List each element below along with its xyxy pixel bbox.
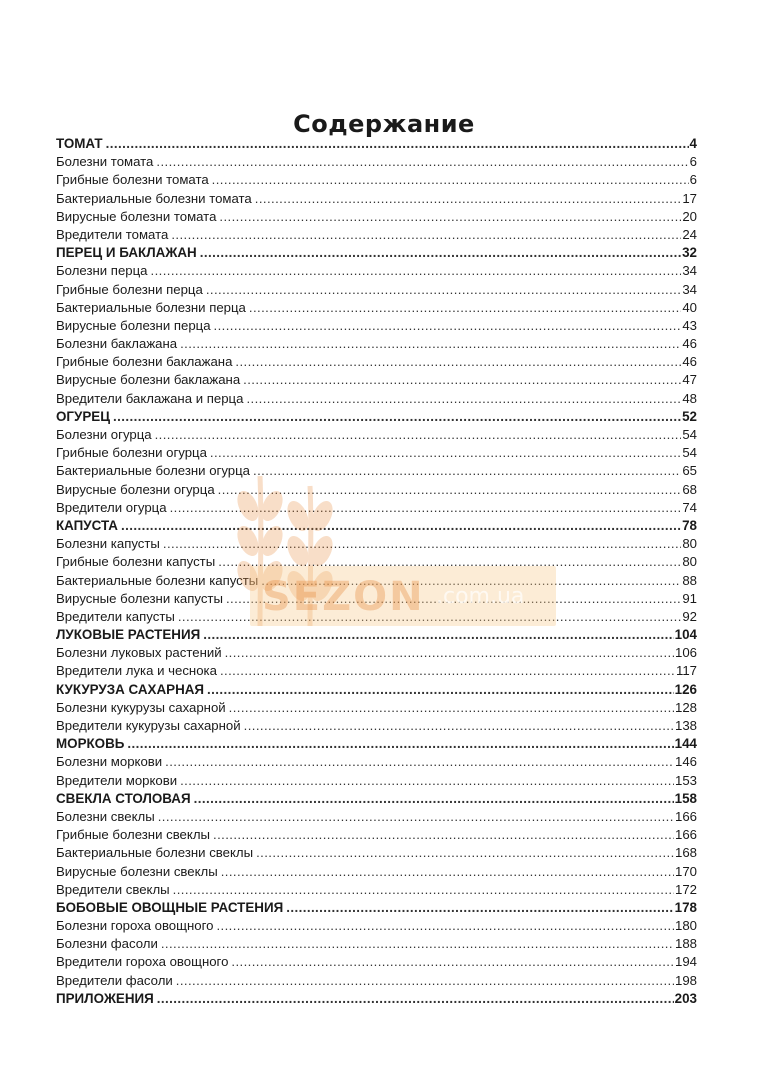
toc-page-number: 34 bbox=[682, 263, 697, 279]
toc-page-number: 6 bbox=[689, 172, 697, 188]
dot-leader bbox=[221, 863, 674, 881]
toc-entry bbox=[56, 917, 697, 935]
toc-entry-title: Бактериальные болезни огурца bbox=[56, 463, 250, 479]
dot-leader bbox=[194, 790, 674, 808]
toc-entry bbox=[56, 972, 697, 990]
dot-leader bbox=[207, 681, 674, 699]
toc-entry-title: Грибные болезни свеклы bbox=[56, 827, 210, 843]
toc-page-number: 6 bbox=[689, 154, 697, 170]
toc-page-number: 4 bbox=[689, 136, 697, 151]
toc-page-number: 138 bbox=[674, 718, 697, 733]
toc-entry-title: Вирусные болезни перца bbox=[56, 317, 211, 333]
dot-leader bbox=[255, 190, 682, 208]
toc-entry bbox=[56, 808, 697, 826]
toc-entry bbox=[56, 881, 697, 899]
toc-page-number: 180 bbox=[674, 918, 697, 934]
toc-page-number: 126 bbox=[674, 681, 697, 697]
toc-entry-title: Вредители лука и чеснока bbox=[56, 663, 217, 679]
toc-page-number: 65 bbox=[682, 463, 697, 479]
toc-entry-title: Вредители томата bbox=[56, 226, 169, 242]
toc-entry bbox=[56, 208, 697, 226]
toc-entry-title: КАПУСТА bbox=[56, 517, 118, 533]
toc-section bbox=[56, 244, 697, 262]
dot-leader bbox=[171, 226, 681, 244]
dot-leader bbox=[226, 590, 681, 608]
dot-leader bbox=[214, 317, 682, 335]
toc-entry-title: Болезни перца bbox=[56, 263, 148, 279]
toc-entry-title: Болезни фасоли bbox=[56, 936, 158, 952]
toc-entry-title: Болезни гороха овощного bbox=[56, 918, 214, 934]
toc-page-number: 88 bbox=[682, 572, 697, 588]
dot-leader bbox=[161, 935, 674, 953]
toc-entry bbox=[56, 444, 697, 462]
dot-leader bbox=[213, 826, 674, 844]
dot-leader bbox=[170, 499, 682, 517]
toc-section bbox=[56, 899, 697, 917]
toc-page-number: 92 bbox=[682, 608, 697, 624]
toc-entry-title: Болезни моркови bbox=[56, 754, 163, 770]
toc-entry bbox=[56, 226, 697, 244]
dot-leader bbox=[212, 171, 689, 189]
toc-entry bbox=[56, 935, 697, 953]
table-of-contents bbox=[56, 135, 697, 1008]
toc-entry-title: Болезни луковых растений bbox=[56, 645, 222, 661]
toc-entry-title: Бактериальные болезни свеклы bbox=[56, 845, 254, 861]
dot-leader bbox=[235, 353, 681, 371]
toc-entry-title: Грибные болезни томата bbox=[56, 172, 209, 188]
toc-entry bbox=[56, 590, 697, 608]
toc-page-number: 158 bbox=[674, 790, 697, 806]
dot-leader bbox=[157, 990, 674, 1008]
toc-entry-title: КУКУРУЗА САХАРНАЯ bbox=[56, 681, 205, 697]
toc-entry-title: СВЕКЛА СТОЛОВАЯ bbox=[56, 790, 191, 806]
toc-entry-title: Болезни баклажана bbox=[56, 336, 178, 352]
dot-leader bbox=[249, 299, 681, 317]
toc-entry-title: Вредители фасоли bbox=[56, 972, 173, 988]
toc-section bbox=[56, 990, 697, 1008]
dot-leader bbox=[178, 608, 681, 626]
toc-page-number: 146 bbox=[674, 754, 697, 770]
dot-leader bbox=[253, 462, 681, 480]
dot-leader bbox=[106, 135, 689, 153]
toc-entry-title: Вирусные болезни баклажана bbox=[56, 372, 241, 388]
dot-leader bbox=[286, 899, 673, 917]
toc-page-number: 198 bbox=[674, 972, 697, 988]
dot-leader bbox=[261, 572, 681, 590]
dot-leader bbox=[155, 426, 682, 444]
dot-leader bbox=[219, 208, 681, 226]
dot-leader bbox=[173, 881, 674, 899]
toc-page-number: 40 bbox=[682, 299, 697, 315]
toc-page-number: 43 bbox=[682, 317, 697, 333]
dot-leader bbox=[158, 808, 674, 826]
toc-section bbox=[56, 135, 697, 153]
toc-page-number: 172 bbox=[674, 881, 697, 897]
watermark-brand: SEZON bbox=[262, 574, 425, 620]
dot-leader bbox=[218, 553, 681, 571]
toc-entry-title: Вредители кукурузы сахарной bbox=[56, 718, 241, 733]
toc-entry-title: Вредители капусты bbox=[56, 608, 175, 624]
toc-page-number: 48 bbox=[682, 390, 697, 406]
toc-page-number: 153 bbox=[674, 772, 697, 788]
toc-page-number: 188 bbox=[674, 936, 697, 952]
toc-entry-title: Вредители гороха овощного bbox=[56, 954, 229, 970]
toc-entry-title: Вредители свеклы bbox=[56, 881, 170, 897]
toc-entry bbox=[56, 644, 697, 662]
dot-leader bbox=[206, 281, 682, 299]
page-title: Содержание bbox=[293, 110, 475, 139]
toc-entry-title: Грибные болезни капусты bbox=[56, 554, 216, 570]
dot-leader bbox=[243, 371, 681, 389]
toc-page-number: 54 bbox=[682, 427, 697, 442]
toc-entry-title: ТОМАТ bbox=[56, 136, 103, 151]
dot-leader bbox=[229, 699, 674, 717]
toc-entry bbox=[56, 371, 697, 389]
toc-entry-title: Вредители огурца bbox=[56, 499, 167, 515]
toc-entry-title: Вредители моркови bbox=[56, 772, 178, 788]
toc-page-number: 117 bbox=[675, 663, 697, 679]
toc-page-number: 74 bbox=[682, 499, 697, 515]
toc-entry bbox=[56, 335, 697, 353]
toc-entry-title: Грибные болезни баклажана bbox=[56, 354, 233, 370]
toc-entry bbox=[56, 481, 697, 499]
toc-entry-title: Бактериальные болезни перца bbox=[56, 299, 246, 315]
watermark-domain: .com.ua bbox=[436, 584, 525, 609]
toc-entry bbox=[56, 572, 697, 590]
toc-page-number: 128 bbox=[674, 699, 697, 715]
toc-entry bbox=[56, 826, 697, 844]
toc-entry-title: Болезни томата bbox=[56, 154, 154, 170]
toc-entry-title: ОГУРЕЦ bbox=[56, 408, 110, 424]
toc-page-number: 78 bbox=[682, 517, 697, 533]
toc-entry bbox=[56, 662, 697, 680]
dot-leader bbox=[163, 535, 681, 553]
dot-leader bbox=[151, 262, 682, 280]
toc-entry bbox=[56, 462, 697, 480]
toc-page-number: 34 bbox=[682, 281, 697, 297]
toc-entry-title: ПРИЛОЖЕНИЯ bbox=[56, 990, 154, 1006]
toc-entry bbox=[56, 535, 697, 553]
dot-leader bbox=[244, 717, 674, 735]
dot-leader bbox=[127, 735, 673, 753]
toc-entry bbox=[56, 390, 697, 408]
toc-page-number: 47 bbox=[682, 372, 697, 388]
dot-leader bbox=[203, 626, 673, 644]
toc-page-number: 194 bbox=[674, 954, 697, 970]
dot-leader bbox=[200, 244, 681, 262]
toc-entry-title: Вирусные болезни капусты bbox=[56, 590, 223, 606]
toc-entry-title: Вирусные болезни огурца bbox=[56, 481, 215, 497]
dot-leader bbox=[113, 408, 681, 426]
toc-page-number: 106 bbox=[674, 645, 697, 661]
toc-entry-title: ПЕРЕЦ И БАКЛАЖАН bbox=[56, 245, 197, 261]
dot-leader bbox=[225, 644, 674, 662]
toc-entry bbox=[56, 299, 697, 317]
toc-page-number: 80 bbox=[682, 536, 697, 552]
toc-entry bbox=[56, 844, 697, 862]
dot-leader bbox=[180, 335, 681, 353]
toc-entry-title: Грибные болезни огурца bbox=[56, 445, 207, 461]
dot-leader bbox=[165, 753, 674, 771]
toc-section bbox=[56, 517, 697, 535]
toc-page-number: 46 bbox=[682, 336, 697, 352]
toc-page-number: 203 bbox=[674, 990, 697, 1006]
dot-leader bbox=[176, 972, 674, 990]
toc-entry-title: МОРКОВЬ bbox=[56, 736, 125, 752]
toc-entry-title: Болезни капусты bbox=[56, 536, 160, 552]
toc-entry-title: Болезни кукурузы сахарной bbox=[56, 699, 226, 715]
toc-entry bbox=[56, 717, 697, 735]
toc-entry-title: Болезни огурца bbox=[56, 427, 152, 442]
toc-entry bbox=[56, 499, 697, 517]
toc-entry bbox=[56, 153, 697, 171]
toc-page-number: 178 bbox=[674, 899, 697, 915]
dot-leader bbox=[220, 662, 675, 680]
dot-leader bbox=[246, 390, 681, 408]
toc-entry-title: Бактериальные болезни томата bbox=[56, 190, 252, 206]
toc-entry bbox=[56, 171, 697, 189]
dot-leader bbox=[256, 844, 674, 862]
toc-page-number: 166 bbox=[674, 808, 697, 824]
toc-page-number: 20 bbox=[682, 208, 697, 224]
toc-entry bbox=[56, 426, 697, 444]
toc-section bbox=[56, 408, 697, 426]
toc-entry bbox=[56, 262, 697, 280]
dot-leader bbox=[121, 517, 681, 535]
toc-page-number: 166 bbox=[674, 827, 697, 843]
toc-page-number: 54 bbox=[682, 445, 697, 461]
toc-page-number: 104 bbox=[674, 627, 697, 643]
toc-entry-title: Бактериальные болезни капусты bbox=[56, 572, 259, 588]
toc-page-number: 68 bbox=[682, 481, 697, 497]
dot-leader bbox=[231, 953, 674, 971]
toc-page-number: 46 bbox=[682, 354, 697, 370]
toc-section bbox=[56, 626, 697, 644]
dot-leader bbox=[216, 917, 674, 935]
toc-entry-title: Болезни свеклы bbox=[56, 808, 155, 824]
toc-page-number: 144 bbox=[674, 736, 697, 752]
toc-entry-title: Вирусные болезни свеклы bbox=[56, 863, 218, 879]
toc-entry-title: Вирусные болезни томата bbox=[56, 208, 217, 224]
toc-entry-title: БОБОВЫЕ ОВОЩНЫЕ РАСТЕНИЯ bbox=[56, 899, 284, 915]
toc-entry bbox=[56, 772, 697, 790]
toc-entry bbox=[56, 753, 697, 771]
toc-page-number: 91 bbox=[682, 590, 697, 606]
toc-entry bbox=[56, 863, 697, 881]
dot-leader bbox=[156, 153, 688, 171]
toc-entry bbox=[56, 699, 697, 717]
toc-entry bbox=[56, 553, 697, 571]
toc-entry bbox=[56, 317, 697, 335]
toc-page-number: 80 bbox=[682, 554, 697, 570]
toc-entry bbox=[56, 190, 697, 208]
dot-leader bbox=[218, 481, 682, 499]
toc-entry-title: Грибные болезни перца bbox=[56, 281, 203, 297]
toc-page-number: 24 bbox=[682, 226, 697, 242]
toc-entry bbox=[56, 608, 697, 626]
toc-entry bbox=[56, 281, 697, 299]
toc-page-number: 52 bbox=[682, 408, 697, 424]
dot-leader bbox=[180, 772, 674, 790]
toc-page-number: 32 bbox=[682, 245, 697, 261]
toc-section bbox=[56, 790, 697, 808]
toc-page-number: 170 bbox=[674, 863, 697, 879]
toc-entry bbox=[56, 353, 697, 371]
toc-page-number: 17 bbox=[682, 190, 697, 206]
dot-leader bbox=[210, 444, 681, 462]
toc-entry-title: ЛУКОВЫЕ РАСТЕНИЯ bbox=[56, 627, 201, 643]
toc-page-number: 168 bbox=[674, 845, 697, 861]
toc-section bbox=[56, 681, 697, 699]
toc-entry bbox=[56, 953, 697, 971]
toc-section bbox=[56, 735, 697, 753]
toc-entry-title: Вредители баклажана и перца bbox=[56, 390, 244, 406]
